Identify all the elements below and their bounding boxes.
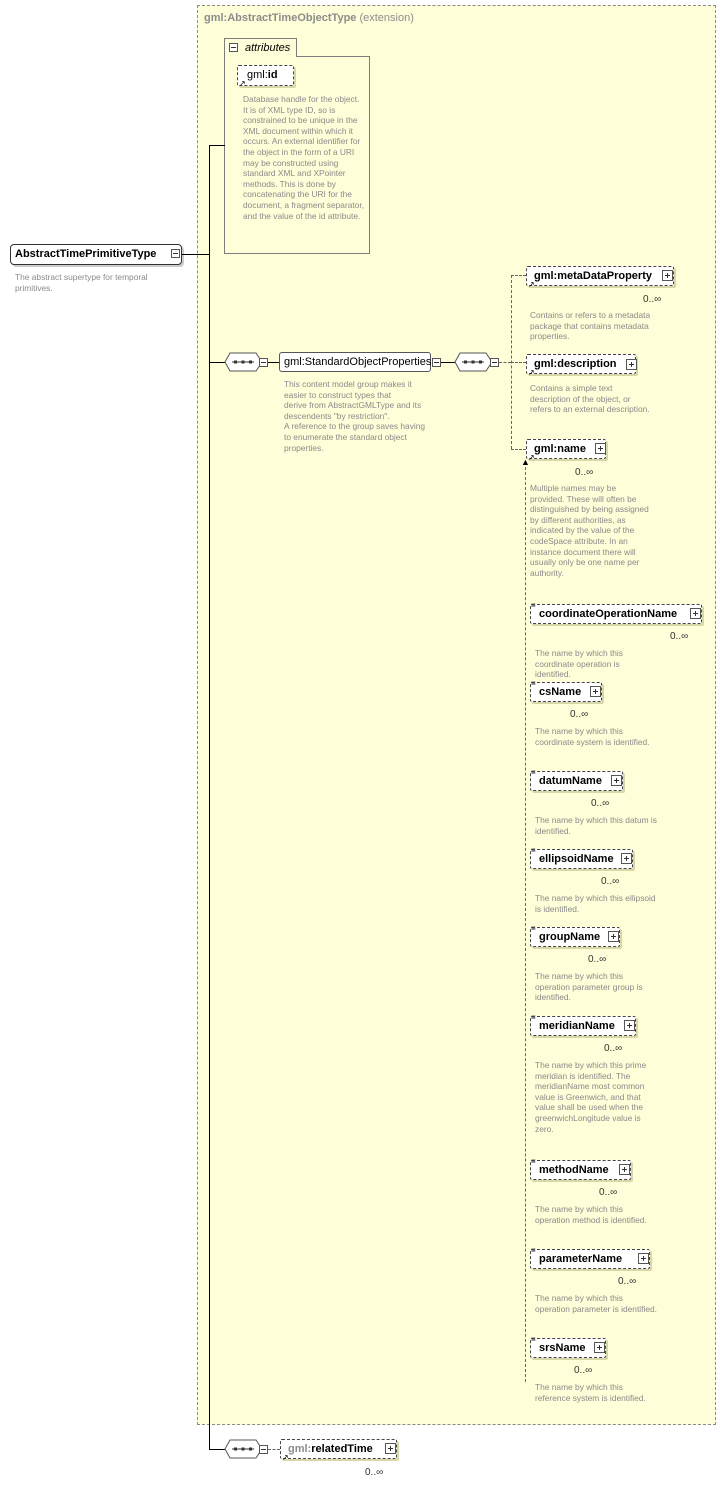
connector bbox=[499, 362, 511, 363]
cardinality: 0..∞ bbox=[643, 294, 662, 305]
extension-title bbox=[204, 12, 414, 24]
expand-icon[interactable] bbox=[608, 931, 619, 942]
substitution-marker-icon: ≡ bbox=[531, 1157, 536, 1166]
cardinality: 0..∞ bbox=[574, 1365, 593, 1376]
cardinality: 0..∞ bbox=[588, 954, 607, 965]
substitution-description: The name by which this operation parameter group is identified. bbox=[535, 971, 643, 1003]
related-time-label: gml:relatedTime bbox=[288, 1443, 373, 1455]
expand-icon[interactable] bbox=[621, 853, 632, 864]
connector bbox=[511, 449, 526, 450]
substitution-marker-icon: ≡ bbox=[531, 1013, 536, 1022]
substitution-description: The name by which this reference system is identified. bbox=[535, 1382, 646, 1403]
group-description: This content model group makes it easier to construct types that derive from AbstractGMLType and its descendents "by restriction". A reference to the group saves having to enumerate the standard object properties. bbox=[284, 379, 426, 453]
connector bbox=[209, 1449, 225, 1450]
sequence-icon bbox=[454, 352, 494, 372]
substitution-label: parameterName bbox=[539, 1253, 623, 1265]
substitution-description: The name by which this operation parameter is identified. bbox=[535, 1293, 657, 1314]
expand-icon[interactable] bbox=[662, 270, 673, 281]
expand-icon[interactable] bbox=[611, 775, 622, 786]
connector bbox=[209, 362, 225, 363]
substitution-label: srsName bbox=[539, 1342, 586, 1354]
attribute-id-description: Database handle for the object. It is of XML type ID, so is constrained to be unique in the XML document within which it occurs. An external identifier for the object in the form of a URI may be constructed using standard XML and XPointer methods. This is done by concatenating the URI for the document, a fragment separator, and the value of the id attribute. bbox=[243, 94, 365, 221]
cardinality: 0..∞ bbox=[604, 1043, 623, 1054]
attributes-tab-label: attributes bbox=[245, 42, 291, 54]
substitution-marker-icon: ≡ bbox=[531, 924, 536, 933]
cardinality: 0..∞ bbox=[575, 467, 594, 478]
substitution-label: meridianName bbox=[539, 1020, 615, 1032]
reference-arrow-icon: ↗ bbox=[282, 1453, 289, 1462]
substitution-label: methodName bbox=[539, 1164, 609, 1176]
substitution-label: ellipsoidName bbox=[539, 853, 614, 865]
element-description: Contains or refers to a metadata package that contains metadata properties. bbox=[530, 310, 651, 342]
reference-arrow-icon: ↗ bbox=[528, 368, 535, 377]
expand-icon[interactable] bbox=[626, 359, 637, 370]
element-label: gml:description bbox=[534, 358, 617, 370]
expand-icon[interactable] bbox=[690, 608, 701, 619]
element-description: Contains a simple text description of the object, or refers to an external description. bbox=[530, 383, 650, 415]
connector bbox=[511, 275, 526, 276]
expand-icon[interactable] bbox=[590, 686, 601, 697]
attribute-id-label: gml:id bbox=[247, 69, 278, 81]
collapse-root-icon[interactable] bbox=[171, 249, 180, 258]
extension-kind: (extension) bbox=[359, 12, 414, 24]
collapse-group-icon[interactable] bbox=[432, 358, 441, 367]
element-label: gml:name bbox=[534, 443, 586, 455]
expand-icon[interactable] bbox=[638, 1253, 649, 1264]
sequence-icon bbox=[224, 352, 264, 372]
substitution-marker-icon: ≡ bbox=[531, 1335, 536, 1344]
reference-arrow-icon: ↗ bbox=[239, 79, 246, 88]
cardinality: 0..∞ bbox=[670, 631, 689, 642]
substitution-description: The name by which this datum is identified. bbox=[535, 815, 657, 836]
root-type-name: AbstractTimePrimitiveType bbox=[15, 248, 157, 260]
substitution-label: datumName bbox=[539, 775, 602, 787]
expand-icon[interactable] bbox=[624, 1020, 635, 1031]
expand-icon[interactable] bbox=[595, 443, 606, 454]
group-label: gml:StandardObjectProperties bbox=[284, 356, 432, 368]
substitution-description: The name by which this coordinate system is identified. bbox=[535, 726, 650, 747]
connector bbox=[209, 145, 210, 1450]
substitution-description: The name by which this ellipsoid is identified. bbox=[535, 893, 656, 914]
collapse-sequence-icon[interactable] bbox=[490, 358, 499, 367]
arrow-up-icon: ▲ bbox=[521, 457, 530, 467]
substitution-label: groupName bbox=[539, 931, 601, 943]
sequence-icon bbox=[224, 1439, 264, 1459]
substitution-marker-icon: ≡ bbox=[531, 846, 536, 855]
expand-icon[interactable] bbox=[594, 1342, 605, 1353]
substitution-marker-icon: ≡ bbox=[531, 1246, 536, 1255]
substitution-description: The name by which this prime meridian is identified. The meridianName most common value is Greenwich, and that value shall be used when the greenwichLongitude value is zero. bbox=[535, 1060, 647, 1134]
collapse-sequence-icon[interactable] bbox=[259, 1445, 268, 1454]
connector bbox=[268, 1449, 280, 1450]
expand-icon[interactable] bbox=[385, 1443, 396, 1454]
substitution-description: The name by which this coordinate operation is identified. bbox=[535, 648, 623, 680]
substitution-description: The name by which this operation method is identified. bbox=[535, 1204, 647, 1225]
collapse-sequence-icon[interactable] bbox=[259, 358, 268, 367]
substitution-marker-icon: ≡ bbox=[531, 679, 536, 688]
element-description: Multiple names may be provided. These will often be distinguished by being assigned by different authorities, as indicated by the value of the codeSpace attribute. In an instance document there will usually only be one name per authority. bbox=[530, 483, 649, 578]
connector bbox=[511, 362, 526, 363]
cardinality: 0..∞ bbox=[601, 876, 620, 887]
cardinality: 0..∞ bbox=[599, 1187, 618, 1198]
root-type-description: The abstract supertype for temporal primitives. bbox=[15, 272, 148, 293]
extension-base: gml:AbstractTimeObjectType bbox=[204, 12, 357, 24]
substitution-marker-icon: ≡ bbox=[531, 768, 536, 777]
substitution-label: csName bbox=[539, 686, 582, 698]
cardinality: 0..∞ bbox=[365, 1467, 384, 1478]
substitution-connector bbox=[525, 462, 526, 1382]
cardinality: 0..∞ bbox=[591, 798, 610, 809]
cardinality: 0..∞ bbox=[570, 709, 589, 720]
substitution-marker-icon: ≡ bbox=[531, 601, 536, 610]
substitution-label: coordinateOperationName bbox=[539, 608, 678, 620]
connector bbox=[182, 254, 210, 255]
reference-arrow-icon: ↗ bbox=[528, 280, 535, 289]
expand-icon[interactable] bbox=[619, 1164, 630, 1175]
connector bbox=[209, 145, 225, 146]
element-label: gml:metaDataProperty bbox=[534, 270, 652, 282]
cardinality: 0..∞ bbox=[618, 1276, 637, 1287]
collapse-attributes-icon[interactable] bbox=[229, 43, 238, 52]
reference-arrow-icon: ↗ bbox=[528, 453, 535, 462]
connector bbox=[441, 362, 455, 363]
